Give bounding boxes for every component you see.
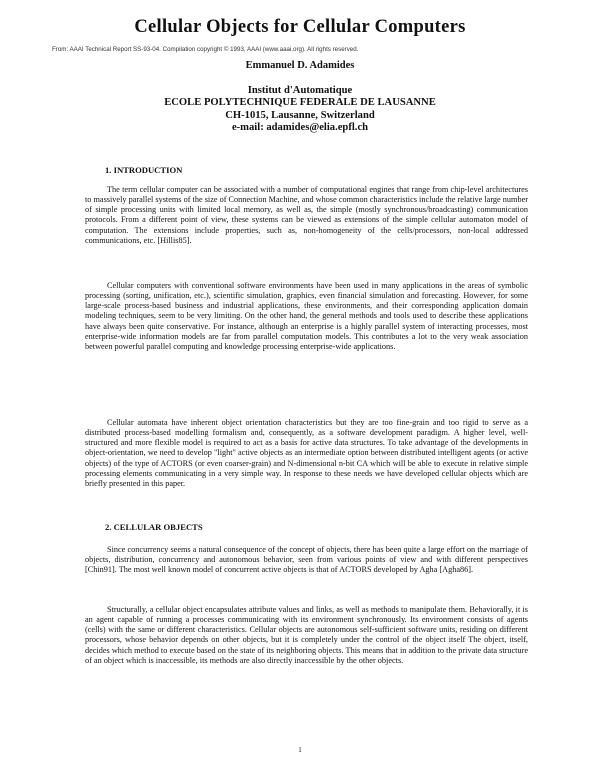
email-line: e-mail: adamides@elia.epfl.ch bbox=[231, 121, 369, 133]
paragraph: Cellular computers with conventional software environments have been used in many applications in the areas of symbolic processing (sorting, unification, etc.), scientific simulation, graphics, even financial simulation and forecasting. However, for some large-scale process-based business and industrial applications, these environments, and their corresponding application domain modeling techniques, seem to be very limiting. On the other hand, the general methods and tools used to describe these applications have always been quite conservative. For instance, although an enterprise is a highly parallel system of interacting processes, most enterprise-wide information models are far from parallel computation models. This contributes a lot to the very weak association between powerful parallel computing and knowledge processing enterprise-wide applications. bbox=[85, 281, 528, 351]
institute-line: Institut d'Automatique bbox=[247, 85, 353, 96]
source-note: From: AAAI Technical Report SS-93-04. Compilation copyright © 1993, AAAI (www.aaai.org). All rights reserved. bbox=[52, 46, 359, 53]
section-heading-introduction: 1. INTRODUCTION bbox=[105, 165, 183, 175]
author-name: Emmanuel D. Adamides bbox=[245, 60, 355, 71]
affiliation-block bbox=[0, 85, 600, 134]
page-number: 1 bbox=[298, 746, 302, 754]
school-line: ECOLE POLYTECHNIQUE FEDERALE DE LAUSANNE bbox=[164, 97, 436, 109]
address-line: CH-1015, Lausanne, Switzerland bbox=[225, 109, 375, 121]
paragraph: Cellular automata have inherent object orientation characteristics but they are too fine-grain and too rigid to serve as a distributed process-based modelling formalism and, consequently, as a software development paradigm. A higher level, well-structured and more flexible model is required to act as a basis for active data structures. To take advantage of the developments in object-orientation, we need to develop "light" active objects as an intermediate option between distributed intelligent agents (or active objects) of the type of ACTORS (or even coarser-grain) and N-dimensional n-bit CA which will be able to execute in relative simple processing elements communicating in a very simple way. In response to these needs we have developed cellular objects which are briefly presented in this paper. bbox=[85, 418, 528, 488]
paper-title: Cellular Objects for Cellular Computers bbox=[134, 17, 466, 37]
paragraph: Structurally, a cellular object encapsulates attribute values and links, as well as methods to manipulate them. Behaviorally, it is an agent capable of running a processes communicating with its environment synchronously. Its environment consists of agents (cells) with the same or different characteristics. Cellular objects are autonomous self-sufficient software units, residing on different processors, whose behavior depends on other objects, but it is completely under the control of the object itself The object, itself, decides which method to execute based on the state of its neighboring objects. This means that in addition to the private data structure of an object which is inaccessible, its methods are also directly inaccessible by the other objects. bbox=[85, 605, 528, 665]
section-heading-cellular-objects: 2. CELLULAR OBJECTS bbox=[105, 522, 203, 532]
paragraph: Since concurrency seems a natural consequence of the concept of objects, there has been quite a large effort on the marriage of objects, distribution, concurrency and autonomous behavior, seen from various points of view and with different perspectives [Chin91]. The most well known model of concurrent active objects is that of ACTORS developed by Agha [Agha86]. bbox=[85, 545, 528, 575]
paragraph: The term cellular computer can be associated with a number of computational engines that range from chip-level architectures to massively parallel systems of the size of Connection Machine, and whose common characteristics include the relative large number of simple processing units with limited local memory, as well as, the simple (mostly synchronous/broadcasting) communication protocols. From a different point of view, these systems can be viewed as extensions of the simple cellular automaton model of computation. The extensions include properties, such as, non-homogeneity of the cells/processors, non-local addressed communications, etc. [Hillis85]. bbox=[85, 185, 528, 245]
